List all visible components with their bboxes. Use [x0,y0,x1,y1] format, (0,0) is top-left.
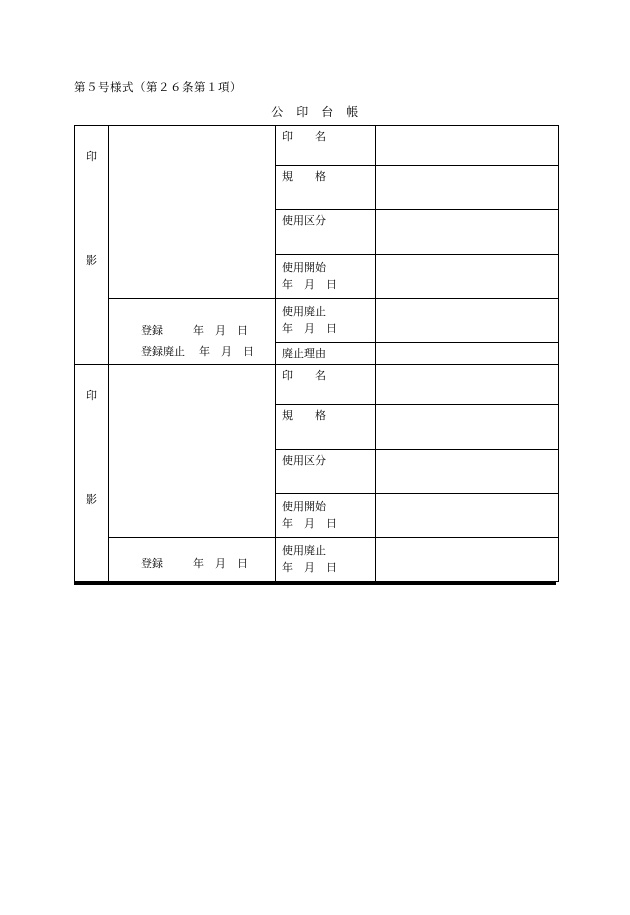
field-label-enddate-1: 使用廃止 年 月 日 [276,299,376,343]
field-value-enddate-1[interactable] [376,299,559,343]
stamp-label-top-2: 印 [86,390,97,403]
table-bottom-rule [74,582,556,585]
register-label-2: 登録 [141,558,163,571]
deregister-date-1: 年 月 日 [199,345,254,358]
field-value-startdate-2[interactable] [376,493,559,537]
registration-dates-area-2[interactable] [109,538,276,582]
field-label-sealname-2: 印 名 [276,365,376,405]
field-value-enddate-2[interactable] [376,538,559,582]
table-row [75,365,559,405]
field-label-usage-1: 使用区分 [276,210,376,254]
stamp-impression-label-1 [75,126,109,365]
field-value-usage-1[interactable] [376,210,559,254]
register-label-1: 登録 [141,325,163,337]
stamp-label-bottom-1: 影 [86,255,97,267]
field-value-reason-1[interactable] [376,343,559,365]
field-value-startdate-1[interactable] [376,254,559,298]
stamp-impression-area-1[interactable] [109,126,276,299]
field-value-usage-2[interactable] [376,449,559,493]
field-value-sealname-2[interactable] [376,365,559,405]
field-label-usage-2: 使用区分 [276,449,376,493]
field-value-spec-2[interactable] [376,405,559,449]
field-label-startdate-2: 使用開始 年 月 日 [276,493,376,537]
field-label-sealname-1: 印 名 [276,126,376,166]
field-label-spec-2: 規 格 [276,405,376,449]
table-row [75,299,559,343]
field-label-reason-1: 廃止理由 [276,343,376,365]
stamp-label-bottom-2: 影 [86,494,97,507]
registration-dates-area-1[interactable] [109,299,276,365]
field-value-sealname-1[interactable] [376,126,559,166]
stamp-label-top-1: 印 [86,151,97,163]
stamp-impression-area-2[interactable] [109,365,276,538]
field-label-spec-1: 規 格 [276,166,376,210]
seal-ledger-table [74,125,559,582]
stamp-impression-label-2 [75,365,109,582]
field-value-spec-1[interactable] [376,166,559,210]
deregister-label-1: 登録廃止 [141,345,185,358]
form-number: 第５号様式（第２６条第１項） [74,82,242,94]
register-date-1: 年 月 日 [193,325,248,337]
table-row [75,538,559,582]
field-label-enddate-2: 使用廃止 年 月 日 [276,538,376,582]
field-label-startdate-1: 使用開始 年 月 日 [276,254,376,298]
page-title: 公 印 台 帳 [271,105,359,119]
register-date-2: 年 月 日 [193,558,248,571]
table-row [75,126,559,166]
